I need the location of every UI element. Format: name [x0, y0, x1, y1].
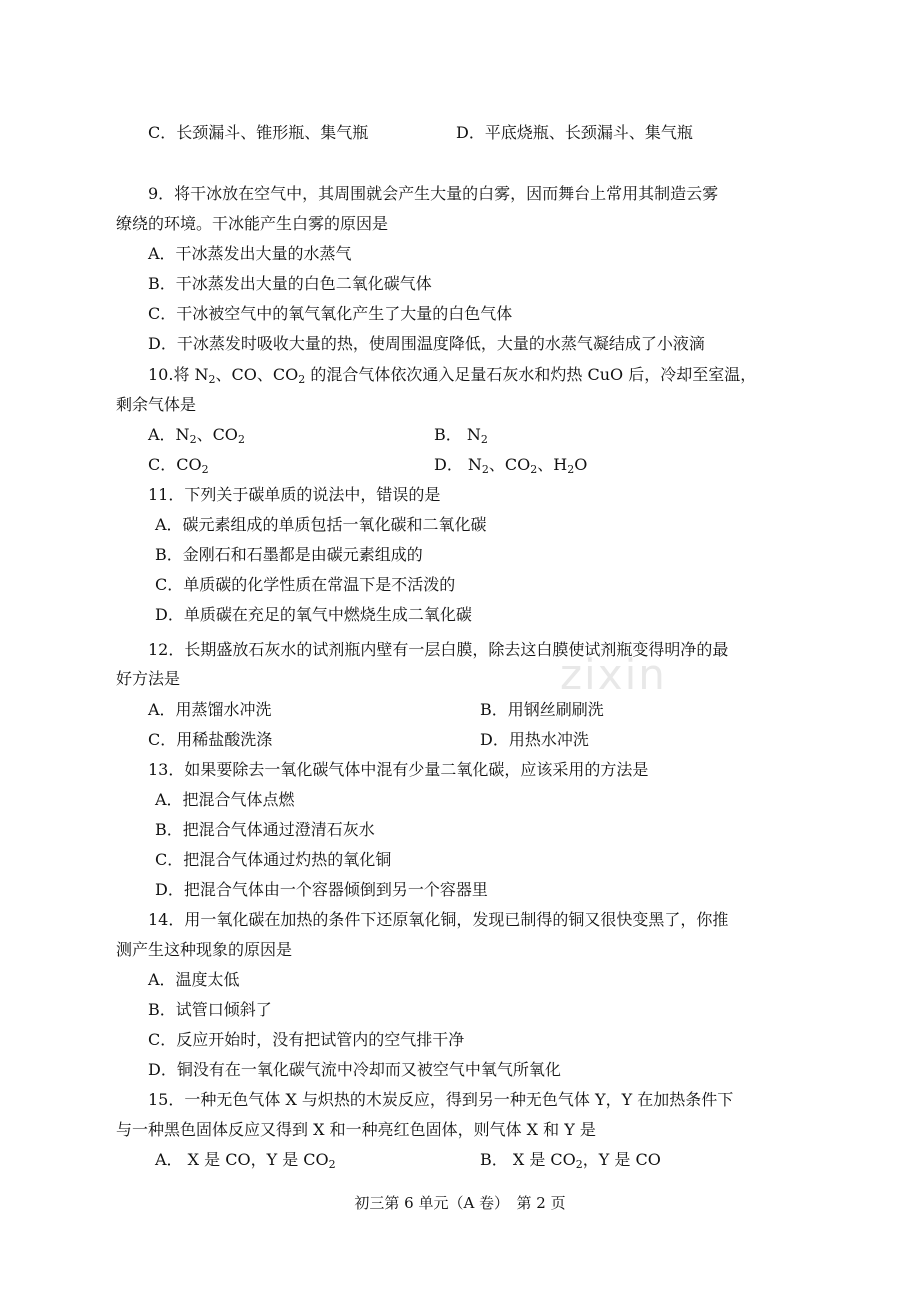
q10-option-a: A．$N_2$、$CO_2$ [148, 425, 245, 446]
q11-option-a: A．碳元素组成的单质包括一氧化碳和二氧化碳 [155, 515, 487, 534]
q10-option-c: C．$CO_2$ [148, 455, 209, 476]
q13-option-b: B．把混合气体通过澄清石灰水 [155, 820, 375, 839]
q10-option-b: B． $N_2$ [434, 425, 488, 446]
q15-stem: 15．一种无色气体 X 与炽热的木炭反应，得到另一种无色气体 Y，Y 在加热条件下 [148, 1090, 734, 1109]
q14-option-d: D．铜没有在一氧化碳气流中冷却而又被空气中氧气所氧化 [148, 1060, 561, 1079]
q12-option-b: B．用钢丝刷刷洗 [480, 700, 604, 719]
q13-stem: 13．如果要除去一氧化碳气体中混有少量二氧化碳，应该采用的方法是 [148, 760, 649, 779]
q9-option-b: B．干冰蒸发出大量的白色二氧化碳气体 [148, 274, 432, 293]
q11-stem: 11．下列关于碳单质的说法中，错误的是 [148, 485, 441, 504]
watermark: zixin [560, 650, 667, 699]
q12-option-d: D．用热水冲洗 [480, 730, 589, 749]
q11-option-b: B．金刚石和石墨都是由碳元素组成的 [155, 545, 423, 564]
q14-option-c: C．反应开始时，没有把试管内的空气排干净 [148, 1030, 465, 1049]
q13-option-d: D．把混合气体由一个容器倾倒到另一个容器里 [155, 880, 488, 899]
q13-option-c: C．把混合气体通过灼热的氧化铜 [155, 850, 392, 869]
q10-option-d: D． $N_2$、$CO_2$、$H_2O$ [434, 455, 588, 476]
q12-option-c: C．用稀盐酸洗涤 [148, 730, 273, 749]
q9-option-a: A．干冰蒸发出大量的水蒸气 [148, 244, 352, 263]
q14-option-b: B．试管口倾斜了 [148, 1000, 272, 1019]
q10-stem: 10.将 $N_2$、CO、$CO_2$ 的混合气体依次通入足量石灰水和灼热 CuO 后，冷却至室温， [148, 365, 757, 386]
page-footer: 初三第 6 单元（A 卷） 第 2 页 [354, 1194, 566, 1212]
q9-option-c: C．干冰被空气中的氧气氧化产生了大量的白色气体 [148, 304, 513, 323]
q8-option-c: C．长颈漏斗、锥形瓶、集气瓶 [148, 123, 369, 142]
q14-option-a: A．温度太低 [148, 970, 240, 989]
q8-option-d: D．平底烧瓶、长颈漏斗、集气瓶 [456, 123, 693, 142]
q11-option-d: D．单质碳在充足的氧气中燃烧生成二氧化碳 [155, 605, 472, 624]
q15-option-a: A． X 是 CO，Y 是 $CO_2$ [155, 1150, 336, 1171]
q14-stem: 14．用一氧化碳在加热的条件下还原氧化铜，发现已制得的铜又很快变黑了，你推 [148, 910, 729, 929]
q12-stem: 12．长期盛放石灰水的试剂瓶内壁有一层白膜，除去这白膜使试剂瓶变得明净的最 [148, 640, 729, 659]
q11-option-c: C．单质碳的化学性质在常温下是不活泼的 [155, 575, 456, 594]
q12-option-a: A．用蒸馏水冲洗 [148, 700, 272, 719]
q9-option-d: D．干冰蒸发时吸收大量的热，使周围温度降低，大量的水蒸气凝结成了小液滴 [148, 334, 705, 353]
q9-stem-cont: 缭绕的环境。干冰能产生白雾的原因是 [116, 214, 389, 233]
q15-stem-cont: 与一种黑色固体反应又得到 X 和一种亮红色固体，则气体 X 和 Y 是 [116, 1120, 596, 1139]
q13-option-a: A．把混合气体点燃 [155, 790, 295, 809]
q14-stem-cont: 测产生这种现象的原因是 [116, 940, 293, 959]
q9-stem: 9．将干冰放在空气中，其周围就会产生大量的白雾，因而舞台上常用其制造云雾 [148, 184, 719, 203]
q15-option-b: B． X 是 $CO_2$，Y 是 CO [480, 1150, 661, 1171]
q12-stem-cont: 好方法是 [116, 669, 181, 688]
q10-stem-cont: 剩余气体是 [116, 395, 197, 414]
